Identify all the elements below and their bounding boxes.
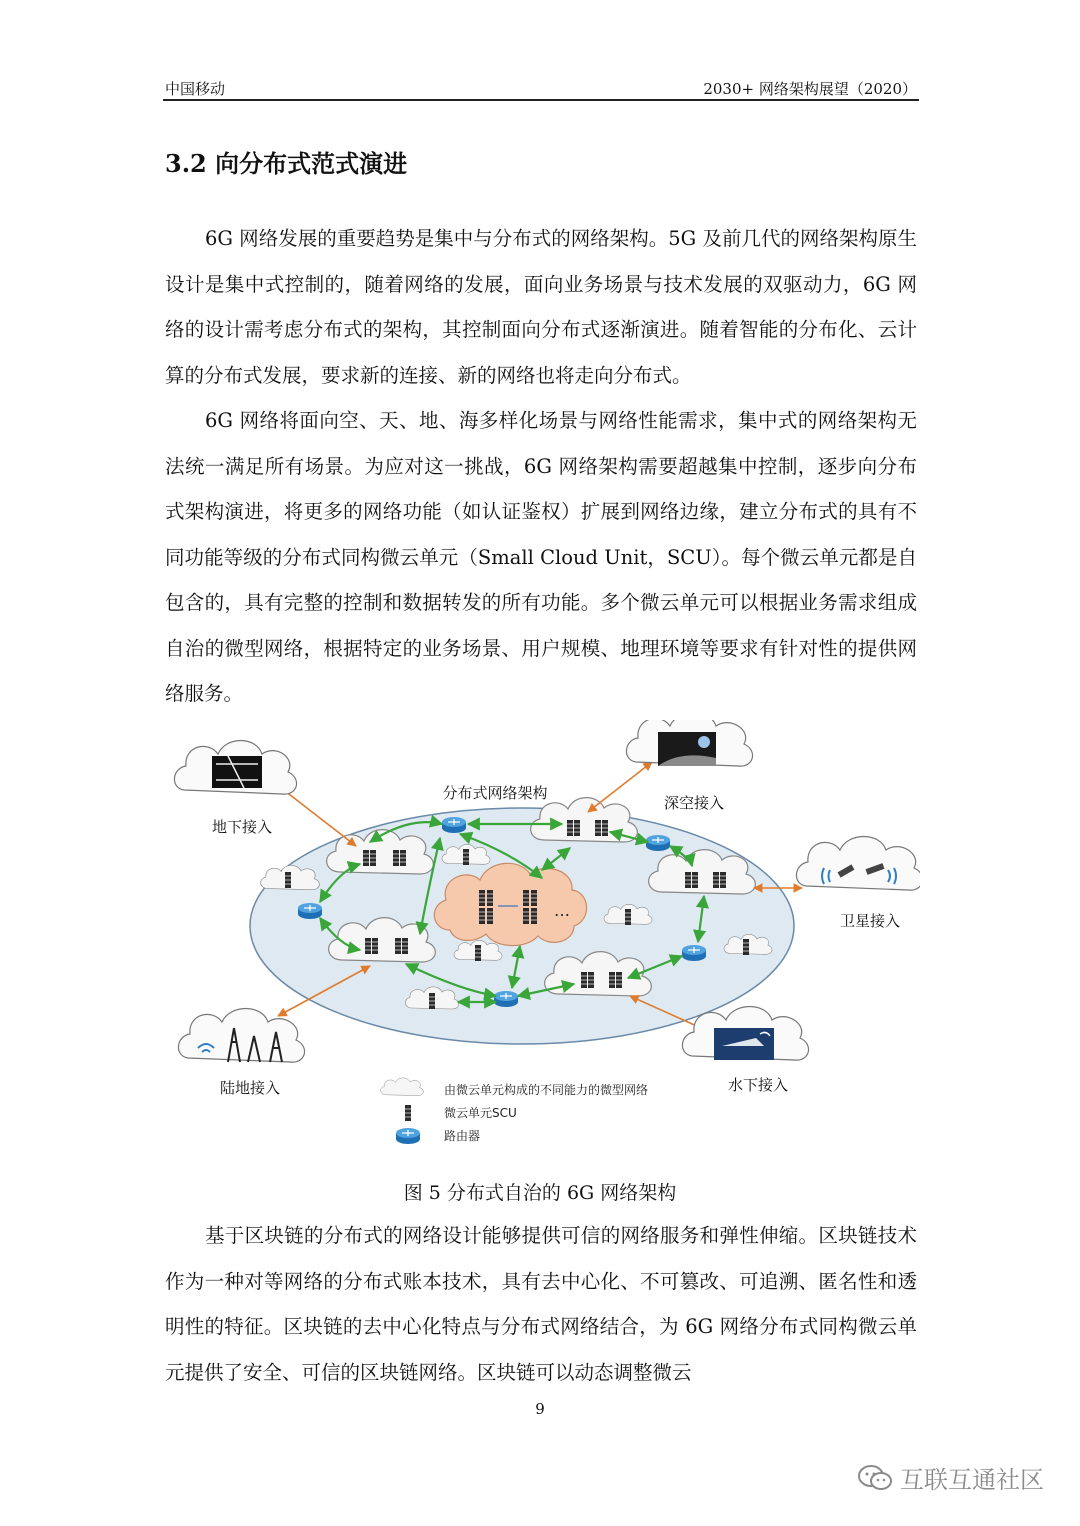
router-top-right (646, 835, 670, 851)
label-satellite: 卫星接入 (839, 912, 901, 930)
legend-item-router: 路由器 (444, 1129, 481, 1143)
underground-access (174, 741, 296, 795)
router-left (298, 903, 322, 919)
center-label: 分布式网络架构 (442, 784, 548, 802)
deep-space-access (626, 720, 752, 766)
page-number: 9 (535, 1400, 545, 1418)
paragraph-3: 基于区块链的分布式的网络设计能够提供可信的网络服务和弹性伸缩。区块链技术作为一种对等网络的分布式账本技术，具有去中心化、不可篡改、可追溯、匿名性和透明性的特征。区块链的去中心化特点与分布式网络结合，为 6G 网络分布式同构微云单元提供了安全、可信的区块链网络。区块链可以动态调整微云 (165, 1224, 917, 1384)
legend-scu-icon (405, 1105, 411, 1121)
header-right: 2030+ 网络架构展望（2020） (703, 80, 917, 98)
router-bottom (494, 991, 518, 1007)
label-land: 陆地接入 (219, 1079, 281, 1097)
figure-caption: 图 5 分布式自治的 6G 网络架构 (403, 1182, 677, 1204)
label-underwater: 水下接入 (727, 1076, 789, 1094)
watermark-text: 互联互通社区 (900, 1466, 1044, 1494)
router-top-left (442, 817, 466, 833)
legend-item-micro-network: 由微云单元构成的不同能力的微型网络 (444, 1083, 649, 1097)
label-deep-space: 深空接入 (663, 794, 725, 812)
header-rule (163, 99, 919, 101)
legend-cloud-icon (381, 1078, 424, 1096)
land-access (178, 1009, 304, 1063)
legend-item-scu: 微云单元SCU (444, 1106, 517, 1120)
core-ellipsis: … (554, 901, 570, 920)
underwater-access (682, 1007, 808, 1061)
paragraph-2: 6G 网络将面向空、天、地、海多样化场景与网络性能需求，集中式的网络架构无法统一满足所有场景。为应对这一挑战，6G 网络架构需要超越集中控制，逐步向分布式架构演进，将更多的网络功能（如认证鉴权）扩展到网络边缘，建立分布式的具有不同功能等级的分布式同构微云单元（Small Cloud Unit，SCU）。每个微云单元都是自包含的，具有完整的控制和数据转发的所有功能。多个微云单元可以根据业务需求组成自治的微型网络，根据特定的业务场景、用户规模、地理环境等要求有针对性的提供网络服务。 (165, 409, 917, 705)
figure-network-architecture (170, 720, 920, 1170)
satellite-access (796, 837, 920, 891)
wechat-icon (858, 1464, 892, 1492)
legend-router-icon (396, 1128, 420, 1144)
label-underground: 地下接入 (211, 818, 273, 836)
router-right (682, 945, 706, 961)
legend (381, 1078, 648, 1144)
watermark (858, 1460, 1044, 1495)
header-left: 中国移动 (165, 80, 226, 98)
section-title: 3.2 向分布式范式演进 (165, 149, 408, 178)
paragraph-1: 6G 网络发展的重要趋势是集中与分布式的网络架构。5G 及前几代的网络架构原生设计是集中式控制的，随着网络的发展，面向业务场景与技术发展的双驱动力，6G 网络的设计需考虑分布式的架构，其控制面向分布式逐渐演进。随着智能的分布化、云计算的分布式发展，要求新的连接、新的网络也将走向分布式。 (165, 227, 917, 387)
